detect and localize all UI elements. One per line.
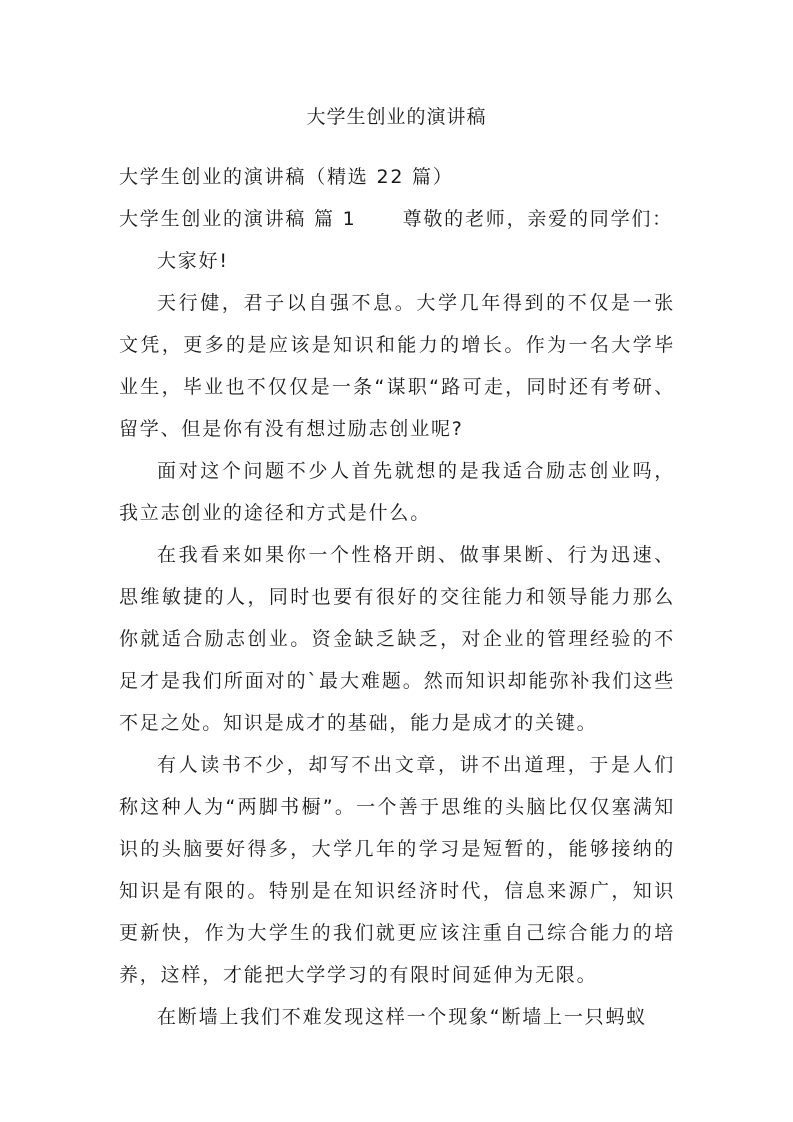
paragraph-1: 天行健，君子以自强不息。大学几年得到的不仅是一张文凭，更多的是应该是知识和能力的增长。作为一名大学毕业生，毕业也不仅仅是一条“谋职“路可走，同时还有考研、留学、但是你有没有想过励志创业呢? <box>119 292 675 440</box>
paragraph-3: 在我看来如果你一个性格开朗、做事果断、行为迅速、思维敏捷的人，同时也要有很好的交往能力和领导能力那么你就适合励志创业。资金缺乏缺乏，对企业的管理经验的不足才是我们所面对的`最大难题。然而知识却能弥补我们这些不足之处。知识是成才的基础，能力是成才的关键。 <box>119 544 675 734</box>
document-title: 大学生创业的演讲稿 <box>306 106 487 128</box>
salutation: 尊敬的老师，亲爱的同学们： <box>402 208 673 230</box>
section-label: 大学生创业的演讲稿 篇 1 <box>119 208 357 230</box>
paragraph-5: 在断墙上我们不难发现这样一个现象“断墙上一只蚂蚁 <box>157 1006 648 1028</box>
document-subtitle: 大学生创业的演讲稿（精选 22 篇） <box>119 166 454 188</box>
section-heading-line <box>119 198 675 240</box>
paragraph-2: 面对这个问题不少人首先就想的是我适合励志创业吗，我立志创业的途径和方式是什么。 <box>119 460 675 524</box>
greeting: 大家好! <box>157 250 229 272</box>
paragraph-4: 有人读书不少，却写不出文章，讲不出道理，于是人们称这种人为“两脚书橱”。一个善于思维的头脑比仅仅塞满知识的头脑要好得多，大学几年的学习是短暂的，能够接纳的知识是有限的。特别是在知识经济时代，信息来源广，知识更新快，作为大学生的我们就更应该注重自己综合能力的培养，这样，才能把大学学习的有限时间延伸为无限。 <box>119 754 675 986</box>
document-body <box>119 156 675 1038</box>
